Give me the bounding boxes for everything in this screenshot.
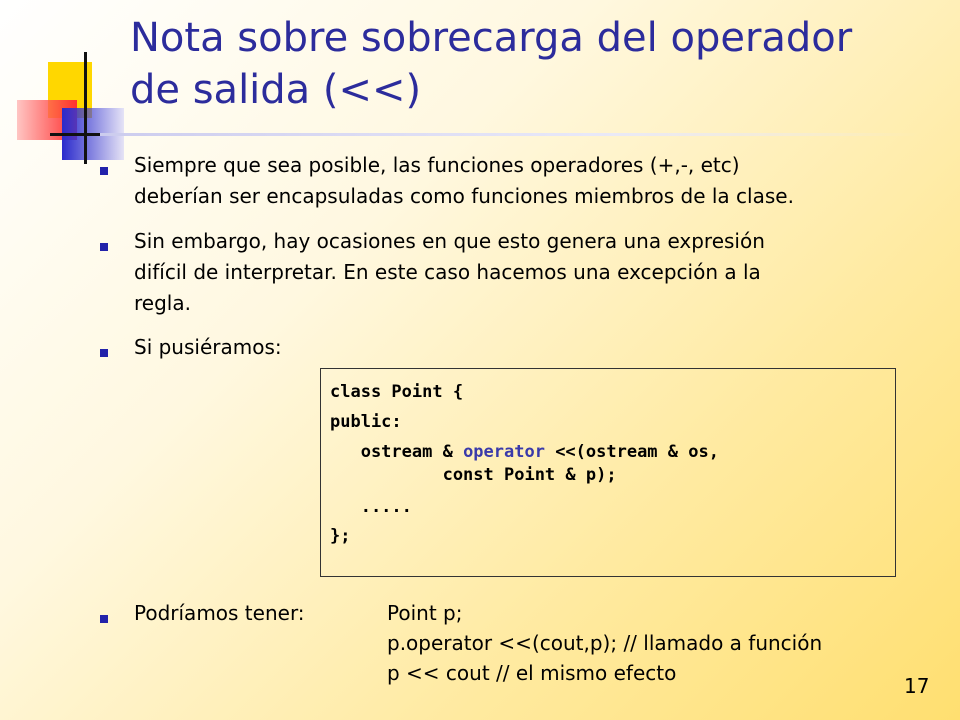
logo-vertical-line bbox=[84, 52, 87, 164]
bullet-item bbox=[100, 150, 920, 216]
bottom-label: Podríamos tener: bbox=[134, 601, 305, 625]
code-box bbox=[320, 368, 896, 577]
code-keyword: operator bbox=[463, 442, 545, 462]
bullet-item bbox=[100, 332, 920, 363]
code-line: class Point { bbox=[330, 382, 464, 402]
code-line: }; bbox=[330, 526, 351, 546]
bullet-square-icon bbox=[100, 349, 108, 357]
bottom-code-line: Point p; bbox=[387, 601, 463, 625]
code-line bbox=[330, 442, 719, 462]
bottom-code-line: p << cout // el mismo efecto bbox=[387, 661, 677, 685]
bullet-list bbox=[100, 150, 920, 363]
title-divider bbox=[100, 133, 920, 136]
bullet-item bbox=[100, 226, 920, 322]
code-line: const Point & p); bbox=[330, 465, 617, 485]
bullet-text: Siempre que sea posible, las funciones operadores (+,-, etc) bbox=[134, 153, 740, 177]
page-number: 17 bbox=[904, 674, 930, 698]
bullet-square-icon bbox=[100, 615, 108, 623]
bullet-square-icon bbox=[100, 167, 108, 175]
bullet-text: deberían ser encapsuladas como funciones miembros de la clase. bbox=[134, 184, 794, 208]
slide-title bbox=[130, 12, 930, 116]
code-text: <<(ostream & os, bbox=[544, 442, 719, 462]
code-text: ostream & bbox=[330, 442, 464, 462]
title-line-1: Nota sobre sobrecarga del operador bbox=[130, 15, 853, 61]
code-line: ..... bbox=[330, 497, 412, 517]
bullet-square-icon bbox=[100, 243, 108, 251]
code-line: public: bbox=[330, 412, 402, 432]
bullet-text: difícil de interpretar. En este caso hacemos una excepción a la bbox=[134, 260, 761, 284]
bullet-text: Si pusiéramos: bbox=[134, 335, 282, 359]
bottom-code-line: p.operator <<(cout,p); // llamado a función bbox=[387, 631, 823, 655]
bullet-text: regla. bbox=[134, 291, 191, 315]
title-line-2: de salida (<<) bbox=[130, 67, 422, 113]
bullet-text: Sin embargo, hay ocasiones en que esto genera una expresión bbox=[134, 229, 765, 253]
